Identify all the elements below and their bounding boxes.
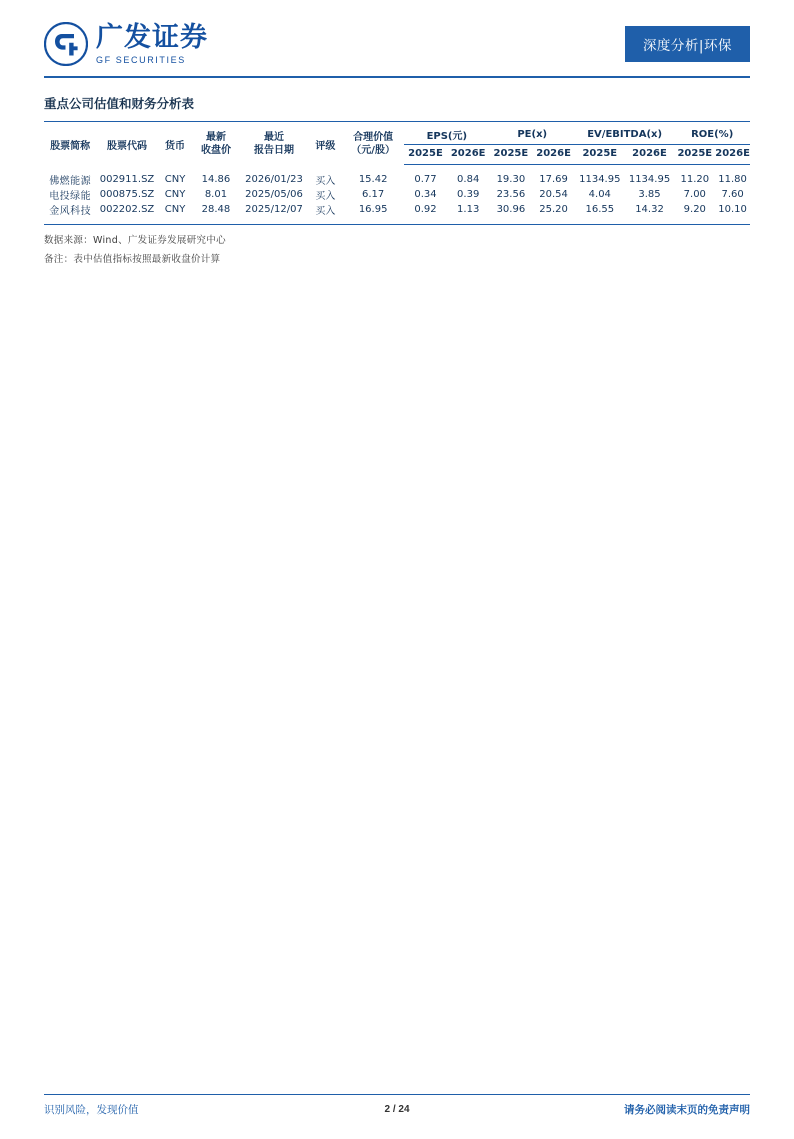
cell-stock-code: 002911.SZ [99,173,155,185]
cell-roe-2025e: 9.20 [683,203,706,215]
table-row [44,202,750,224]
th-ev-2025e: 2025E [575,145,625,165]
th-latest-price: 最新 收盘价 [192,122,239,165]
th-stock-code: 股票代码 [96,122,157,165]
table-title: 重点公司估值和财务分析表 [44,96,195,111]
cell-rating: 买入 [315,205,336,217]
th-currency: 货币 [158,122,193,165]
cell-pe-2026e: 20.54 [539,188,568,200]
th-ev-ebitda-group: EV/EBITDA(x) [575,122,674,145]
brand-name-cn: 广发证券 [96,21,208,53]
cell-roe-2025e: 11.20 [680,173,710,185]
cell-stock-name: 佛燃能源 [49,175,92,187]
header-divider [44,76,750,78]
brand-logo [44,22,208,66]
footer-row [44,1102,750,1117]
page-header [44,16,750,72]
cell-eps-2026e: 0.39 [457,188,480,200]
cell-report-date: 2025/05/06 [245,188,303,200]
cell-currency: CNY [164,188,186,200]
cell-pe-2026e: 17.69 [539,173,568,185]
th-pe-group: PE(x) [490,122,575,145]
th-pe-2026e: 2026E [532,145,575,165]
cell-ev-2025e: 16.55 [585,203,615,215]
th-ev-2026e: 2026E [625,145,675,165]
table-bottom-divider [44,224,750,225]
cell-stock-name: 电投绿能 [49,190,92,202]
th-rating: 评级 [309,122,343,165]
cell-currency: CNY [164,173,186,185]
cell-report-date: 2025/12/07 [245,203,303,215]
cell-ev-2026e: 14.32 [635,203,664,215]
cell-currency: CNY [164,203,186,215]
th-roe-2025e: 2025E [674,145,715,165]
cell-fair-value: 6.17 [362,188,385,200]
cell-roe-2025e: 7.00 [683,188,706,200]
page [0,16,794,1139]
cell-rating: 买入 [315,175,336,187]
table-row [44,187,750,202]
footer-slogan: 识别风险，发现价值 [44,1104,139,1116]
brand-name-en: GF SECURITIES [96,54,186,65]
th-roe-2026e: 2026E [715,145,750,165]
cell-ev-2025e: 1134.95 [579,173,621,185]
cell-roe-2026e: 11.80 [718,173,747,185]
valuation-table [44,121,750,224]
cell-ev-2025e: 4.04 [588,188,611,200]
report-category-tag: 深度分析|环保 [625,26,750,62]
cell-latest-price: 28.48 [201,203,231,215]
th-stock-name: 股票简称 [44,122,96,165]
cell-roe-2026e: 10.10 [718,203,747,215]
cell-report-date: 2026/01/23 [245,173,303,185]
footer-divider [44,1094,750,1095]
cell-eps-2026e: 1.13 [457,203,480,215]
page-footer [44,1094,750,1117]
th-eps-group: EPS(元) [404,122,489,145]
cell-ev-2026e: 3.85 [638,188,661,200]
th-eps-2026e: 2026E [447,145,490,165]
cell-eps-2025e: 0.34 [414,188,437,200]
cell-rating: 买入 [315,190,336,202]
cell-fair-value: 16.95 [358,203,388,215]
cell-eps-2025e: 0.92 [414,203,437,215]
page-number: 2 / 24 [384,1104,410,1115]
cell-pe-2025e: 30.96 [496,203,526,215]
remark-note: 备注：表中估值指标按照最新收盘价计算 [44,253,221,265]
cell-pe-2026e: 25.20 [539,203,568,215]
table-row [44,165,750,187]
cell-stock-code: 002202.SZ [99,203,155,215]
cell-eps-2026e: 0.84 [457,173,480,185]
cell-ev-2026e: 1134.95 [628,173,671,185]
cell-fair-value: 15.42 [358,173,388,185]
cell-eps-2025e: 0.77 [414,173,437,185]
cell-stock-code: 000875.SZ [99,188,155,200]
th-eps-2025e: 2025E [404,145,447,165]
cell-roe-2026e: 7.60 [721,188,744,200]
table-group-header-row [44,122,750,145]
th-report-date: 最近 报告日期 [239,122,308,165]
cell-latest-price: 14.86 [201,173,231,185]
th-roe-group: ROE(%) [674,122,750,145]
th-fair-value: 合理价值 （元/股） [342,122,404,165]
cell-pe-2025e: 23.56 [496,188,526,200]
cell-pe-2025e: 19.30 [496,173,526,185]
cell-latest-price: 8.01 [204,188,228,200]
data-source-note: 数据来源：Wind、广发证券发展研究中心 [44,234,226,246]
footer-disclaimer: 请务必阅读末页的免责声明 [624,1104,750,1116]
gf-logo-icon [44,22,88,66]
cell-stock-name: 金风科技 [49,205,92,217]
brand-wordmark [96,21,208,65]
th-pe-2025e: 2025E [490,145,533,165]
